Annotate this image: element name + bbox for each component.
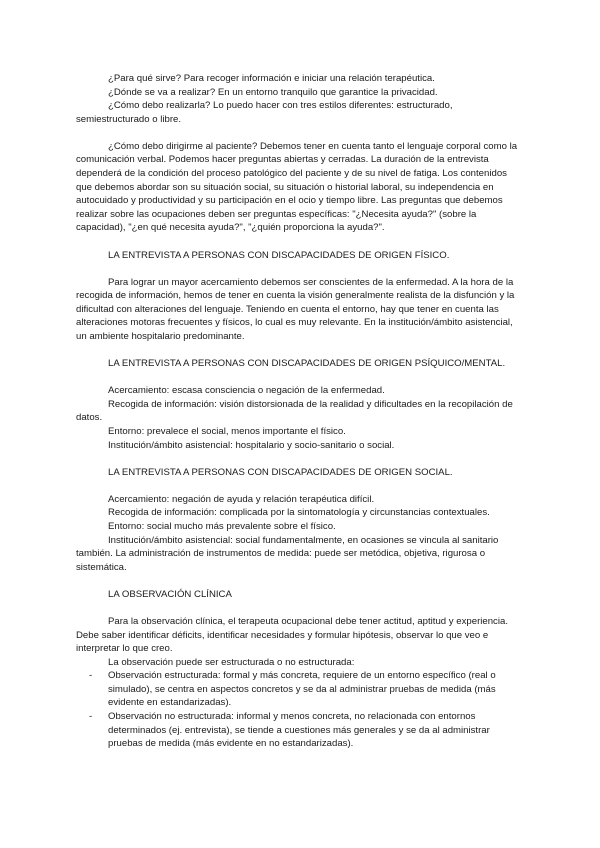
psiquico-item: Institución/ámbito asistencial: hospitalario y socio-sanitario o social. — [108, 439, 395, 451]
social-list — [76, 493, 524, 575]
section-title-social: LA ENTREVISTA A PERSONAS CON DISCAPACIDADES DE ORIGEN SOCIAL. — [108, 466, 453, 478]
psiquico-item: Entorno: prevalece el social, menos importante el físico. — [108, 425, 346, 437]
intro-para-how: ¿Cómo debo realizarla? Lo puedo hacer con tres estilos diferentes: estructurado, semiestructurado o libre. — [76, 100, 453, 125]
section-title-fisico: LA ENTREVISTA A PERSONAS CON DISCAPACIDADES DE ORIGEN FÍSICO. — [108, 249, 450, 261]
intro-para-purpose: ¿Para qué sirve? Para recoger información e iniciar una relación terapéutica. — [108, 73, 435, 84]
social-item: Acercamiento: negación de ayuda y relación terapéutica difícil. — [108, 493, 375, 505]
observacion-bullet-structured: - Observación estructurada: formal y más concreta, requiere de un entorno específico (real o simulado), se centra en aspectos concretos y se da al administrar pruebas de medida (más evidente en estandarizadas). — [76, 669, 524, 710]
direct-patient-paragraph: ¿Cómo debo dirigirme al paciente? Debemos tener en cuenta tanto el lenguaje corporal como la comunicación verbal. Podemos hacer preguntas abiertas y cerradas. La duración de la entrevista dependerá de la condición del proceso patológico del paciente y de su nivel de fatiga. Los contenidos que debemos abordar son su situación social, su situación o historial laboral, su independencia en autocuidado y productividad y su participación en el ocio y tiempo libre. Las preguntas que debemos realizar sobre las ocupaciones deben ser preguntas específicas: "¿Necesita ayuda?" (sobre la capacidad), "¿en qué necesita ayuda?", "¿quién proporciona la ayuda?". — [76, 140, 518, 234]
fisico-paragraph: Para lograr un mayor acercamiento debemos ser conscientes de la enfermedad. A la hora de la recogida de información, hemos de tener en cuenta la visión generalmente realista de la disfunción y la dificultad con alteraciones del lenguaje. Teniendo en cuenta el entorno, hay que tener en cuenta las alteraciones motoras frecuentes y físicos, lo cual es muy relevante. En la institución/ámbito asistencial, un ambiente hospitalario predominante. — [76, 276, 515, 342]
observacion-bullet-unstructured: - Observación no estructurada: informal y menos concreta, no relacionada con entornos determinados (ej. entrevista), se tiende a cuestiones más generales y se da al administrar pruebas de medida (más evidente en no estandarizadas). — [76, 710, 524, 751]
psiquico-item: Acercamiento: escasa consciencia o negación de la enfermedad. — [108, 385, 385, 397]
intro-para-where: ¿Dónde se va a realizar? En un entorno tranquilo que garantice la privacidad. — [108, 86, 438, 98]
social-item: Institución/ámbito asistencial: social fundamentalmente, en ocasiones se vincula al sanitario también. La administración de instrumentos de medida: puede ser metódica, objetiva, rigurosa o sistemática. — [76, 534, 499, 573]
section-title-psiquico: LA ENTREVISTA A PERSONAS CON DISCAPACIDADES DE ORIGEN PSÍQUICO/MENTAL. — [108, 358, 506, 370]
observacion-paragraph-1: Para la observación clínica, el terapeuta ocupacional debe tener actitud, aptitud y experiencia. Debe saber identificar déficits, identificar necesidades y formular hipótesis, observar lo que veo e interpretar lo que creo. — [76, 615, 508, 655]
observacion-paragraph-2: La observación puede ser estructurada o no estructurada: — [108, 656, 355, 668]
social-item: Entorno: social mucho más prevalente sobre el físico. — [108, 520, 336, 532]
psiquico-item: Recogida de información: visión distorsionada de la realidad y dificultades en la recopilación de datos. — [76, 398, 513, 424]
social-item: Recogida de información: complicada por la sintomatología y circunstancias contextuales. — [108, 507, 490, 519]
observacion-bullet-list — [76, 669, 524, 751]
section-title-observacion: LA OBSERVACIÓN CLÍNICA — [108, 588, 232, 600]
psiquico-list — [76, 384, 524, 452]
